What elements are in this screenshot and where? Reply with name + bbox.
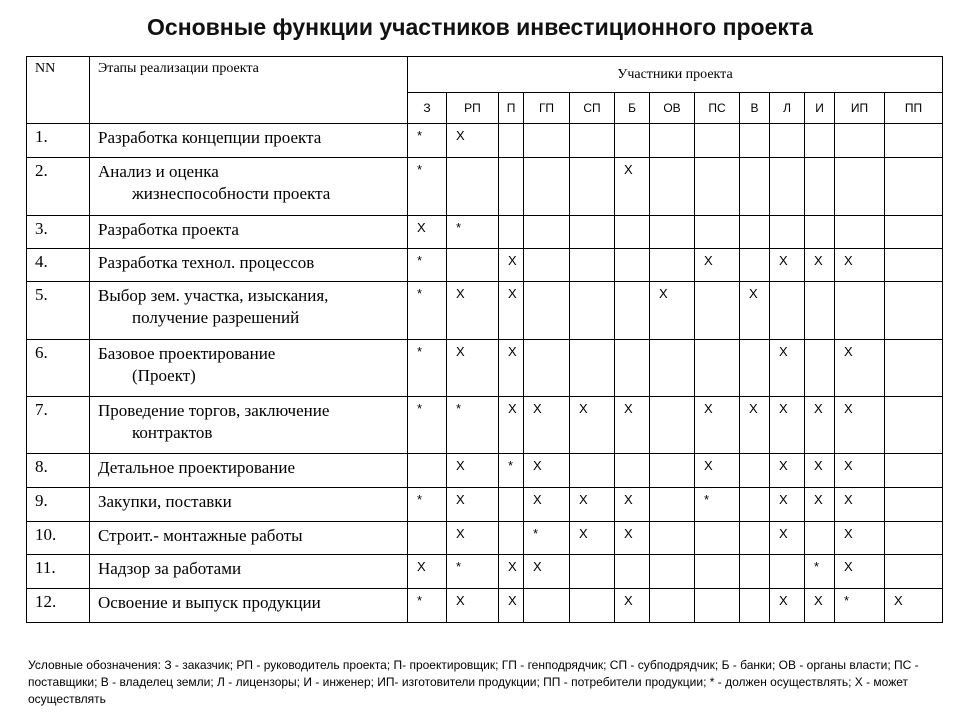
- role-mark: [695, 216, 740, 249]
- participant-code: ГП: [524, 93, 570, 124]
- role-mark: *: [408, 488, 447, 522]
- role-mark: [499, 158, 524, 216]
- row-number: 8.: [27, 454, 90, 488]
- stage-name: Детальное проектирование: [98, 458, 296, 477]
- stage-cell: [90, 555, 408, 589]
- role-mark: [770, 158, 805, 216]
- role-mark: [695, 282, 740, 340]
- table-row: [27, 589, 943, 623]
- table-row: [27, 340, 943, 397]
- header-participants: Участники проекта: [408, 57, 943, 93]
- role-mark: *: [447, 555, 499, 589]
- stage-cell: [90, 488, 408, 522]
- role-mark: [650, 589, 695, 623]
- participant-code: Л: [770, 93, 805, 124]
- role-mark: [650, 522, 695, 555]
- stage-cell: [90, 397, 408, 454]
- stage-name: Выбор зем. участка, изыскания,: [98, 286, 329, 305]
- role-mark: X: [695, 397, 740, 454]
- stage-name-continuation: (Проект): [132, 366, 196, 385]
- role-mark: [650, 124, 695, 158]
- role-mark: [524, 340, 570, 397]
- role-mark: [524, 282, 570, 340]
- role-mark: X: [524, 488, 570, 522]
- role-mark: [885, 282, 943, 340]
- role-mark: [408, 454, 447, 488]
- role-mark: X: [570, 397, 615, 454]
- role-mark: *: [524, 522, 570, 555]
- role-mark: X: [835, 397, 885, 454]
- participant-code: СП: [570, 93, 615, 124]
- role-mark: X: [835, 340, 885, 397]
- table-body: [27, 124, 943, 623]
- stage-name: Строит.- монтажные работы: [98, 526, 303, 545]
- table-row: [27, 216, 943, 249]
- role-mark: [570, 282, 615, 340]
- role-mark: X: [499, 397, 524, 454]
- role-mark: [570, 216, 615, 249]
- role-mark: [885, 397, 943, 454]
- row-number: 11.: [27, 555, 90, 589]
- stage-cell: [90, 589, 408, 623]
- role-mark: [805, 282, 835, 340]
- role-mark: *: [499, 454, 524, 488]
- role-mark: [570, 158, 615, 216]
- role-mark: X: [570, 522, 615, 555]
- table-row: [27, 158, 943, 216]
- role-mark: X: [524, 397, 570, 454]
- role-mark: [885, 340, 943, 397]
- role-mark: [570, 340, 615, 397]
- role-mark: [885, 158, 943, 216]
- stage-cell: [90, 124, 408, 158]
- role-mark: [499, 124, 524, 158]
- role-mark: [740, 340, 770, 397]
- role-mark: X: [447, 454, 499, 488]
- stage-cell: [90, 522, 408, 555]
- role-mark: [615, 555, 650, 589]
- role-mark: X: [447, 589, 499, 623]
- stage-name-continuation: жизнеспособности проекта: [132, 184, 331, 203]
- role-mark: [650, 158, 695, 216]
- row-number: 5.: [27, 282, 90, 340]
- role-mark: [570, 589, 615, 623]
- row-number: 2.: [27, 158, 90, 216]
- table-row: [27, 454, 943, 488]
- role-mark: [650, 397, 695, 454]
- role-mark: [770, 282, 805, 340]
- role-mark: X: [885, 589, 943, 623]
- role-mark: X: [835, 249, 885, 282]
- role-mark: [695, 555, 740, 589]
- role-mark: [615, 282, 650, 340]
- role-mark: [770, 124, 805, 158]
- row-number: 7.: [27, 397, 90, 454]
- role-mark: [770, 216, 805, 249]
- role-mark: X: [447, 522, 499, 555]
- role-mark: [695, 124, 740, 158]
- role-mark: X: [615, 522, 650, 555]
- participant-code: В: [740, 93, 770, 124]
- role-mark: [740, 522, 770, 555]
- role-mark: X: [447, 124, 499, 158]
- stage-cell: [90, 340, 408, 397]
- role-mark: [740, 158, 770, 216]
- role-mark: X: [650, 282, 695, 340]
- role-mark: [650, 249, 695, 282]
- role-mark: [740, 216, 770, 249]
- role-mark: X: [408, 555, 447, 589]
- role-mark: [570, 249, 615, 282]
- role-mark: [615, 124, 650, 158]
- row-number: 1.: [27, 124, 90, 158]
- role-mark: X: [499, 249, 524, 282]
- participant-code: ОВ: [650, 93, 695, 124]
- role-mark: [650, 454, 695, 488]
- stage-name: Базовое проектирование: [98, 344, 276, 363]
- role-mark: X: [615, 488, 650, 522]
- stage-name-continuation: получение разрешений: [132, 308, 300, 327]
- row-number: 4.: [27, 249, 90, 282]
- role-mark: [570, 124, 615, 158]
- role-mark: X: [499, 555, 524, 589]
- role-mark: *: [805, 555, 835, 589]
- table-row: [27, 488, 943, 522]
- role-mark: [885, 488, 943, 522]
- role-mark: X: [524, 555, 570, 589]
- role-mark: [835, 282, 885, 340]
- role-mark: X: [570, 488, 615, 522]
- role-mark: X: [835, 488, 885, 522]
- role-mark: [770, 555, 805, 589]
- role-mark: [740, 249, 770, 282]
- role-mark: [885, 124, 943, 158]
- role-mark: [740, 454, 770, 488]
- role-mark: [805, 216, 835, 249]
- role-mark: [695, 589, 740, 623]
- role-mark: [885, 522, 943, 555]
- row-number: 6.: [27, 340, 90, 397]
- role-mark: X: [805, 249, 835, 282]
- role-mark: X: [447, 488, 499, 522]
- role-mark: X: [835, 522, 885, 555]
- participant-code: ИП: [835, 93, 885, 124]
- role-mark: [499, 522, 524, 555]
- role-mark: *: [408, 397, 447, 454]
- stage-name-continuation: контрактов: [132, 423, 213, 442]
- row-number: 3.: [27, 216, 90, 249]
- role-mark: *: [408, 589, 447, 623]
- role-mark: [615, 454, 650, 488]
- role-mark: X: [770, 454, 805, 488]
- role-mark: X: [770, 397, 805, 454]
- role-mark: [524, 216, 570, 249]
- role-mark: X: [770, 589, 805, 623]
- role-mark: [447, 158, 499, 216]
- role-mark: [740, 589, 770, 623]
- role-mark: [885, 454, 943, 488]
- stage-cell: [90, 282, 408, 340]
- role-mark: [615, 249, 650, 282]
- role-mark: *: [835, 589, 885, 623]
- table-row: [27, 397, 943, 454]
- participant-code: З: [408, 93, 447, 124]
- role-mark: [805, 340, 835, 397]
- stage-name: Надзор за работами: [98, 559, 242, 578]
- stage-name: Анализ и оценка: [98, 162, 219, 181]
- stage-name: Освоение и выпуск продукции: [98, 593, 321, 612]
- stage-cell: [90, 158, 408, 216]
- role-mark: [570, 454, 615, 488]
- role-mark: X: [499, 340, 524, 397]
- role-mark: [835, 216, 885, 249]
- role-mark: [650, 488, 695, 522]
- role-mark: *: [447, 216, 499, 249]
- stage-name: Закупки, поставки: [98, 492, 232, 511]
- role-mark: X: [835, 555, 885, 589]
- role-mark: [740, 488, 770, 522]
- role-mark: [447, 249, 499, 282]
- role-mark: X: [770, 522, 805, 555]
- role-mark: [524, 249, 570, 282]
- role-mark: [524, 158, 570, 216]
- participant-code: И: [805, 93, 835, 124]
- stage-cell: [90, 454, 408, 488]
- role-mark: X: [835, 454, 885, 488]
- role-mark: X: [408, 216, 447, 249]
- role-mark: [499, 216, 524, 249]
- role-mark: *: [408, 282, 447, 340]
- role-mark: [885, 249, 943, 282]
- stage-cell: [90, 216, 408, 249]
- stage-name: Разработка проекта: [98, 220, 239, 239]
- role-mark: [695, 340, 740, 397]
- row-number: 9.: [27, 488, 90, 522]
- role-mark: [805, 124, 835, 158]
- role-mark: [805, 158, 835, 216]
- stage-cell: [90, 249, 408, 282]
- role-mark: X: [805, 589, 835, 623]
- role-mark: [650, 216, 695, 249]
- role-mark: X: [615, 158, 650, 216]
- role-mark: X: [770, 340, 805, 397]
- participants-functions-table: [26, 56, 943, 623]
- role-mark: [695, 522, 740, 555]
- legend: Условные обозначения: З - заказчик; РП - руководитель проекта; П- проектировщик; ГП - генподрядчик; СП - субподрядчик; Б - банки; ОВ - органы власти; ПС - поставщики; В - владелец земли; Л - лицензоры; И - инженер; ИП- изготовители продукции; ПП - потребители продукции; * - должен осуществлять; Х - может осуществлять: [28, 658, 919, 706]
- participant-code: ПС: [695, 93, 740, 124]
- role-mark: X: [695, 454, 740, 488]
- role-mark: [885, 216, 943, 249]
- page-title: Основные функции участников инвестиционного проекта: [147, 14, 813, 40]
- table-row: [27, 555, 943, 589]
- role-mark: [615, 216, 650, 249]
- role-mark: X: [805, 454, 835, 488]
- role-mark: X: [447, 340, 499, 397]
- participant-code: Б: [615, 93, 650, 124]
- role-mark: [695, 158, 740, 216]
- role-mark: *: [408, 124, 447, 158]
- stage-name: Разработка концепции проекта: [98, 128, 322, 147]
- role-mark: *: [408, 158, 447, 216]
- role-mark: [570, 555, 615, 589]
- role-mark: [885, 555, 943, 589]
- role-mark: *: [447, 397, 499, 454]
- role-mark: [524, 589, 570, 623]
- header-nn: NN: [27, 57, 90, 124]
- role-mark: [650, 555, 695, 589]
- role-mark: X: [615, 397, 650, 454]
- role-mark: [835, 158, 885, 216]
- role-mark: X: [740, 282, 770, 340]
- role-mark: X: [615, 589, 650, 623]
- role-mark: [835, 124, 885, 158]
- participant-code: РП: [447, 93, 499, 124]
- row-number: 10.: [27, 522, 90, 555]
- role-mark: [740, 124, 770, 158]
- role-mark: [524, 124, 570, 158]
- role-mark: X: [499, 282, 524, 340]
- header-stages: Этапы реализации проекта: [90, 57, 408, 124]
- role-mark: [615, 340, 650, 397]
- role-mark: *: [695, 488, 740, 522]
- role-mark: *: [408, 340, 447, 397]
- table-row: [27, 282, 943, 340]
- role-mark: [805, 522, 835, 555]
- role-mark: [408, 522, 447, 555]
- row-number: 12.: [27, 589, 90, 623]
- participant-code: П: [499, 93, 524, 124]
- role-mark: X: [447, 282, 499, 340]
- role-mark: X: [805, 397, 835, 454]
- role-mark: [650, 340, 695, 397]
- role-mark: [740, 555, 770, 589]
- role-mark: *: [408, 249, 447, 282]
- role-mark: X: [740, 397, 770, 454]
- table-row: [27, 522, 943, 555]
- role-mark: X: [770, 488, 805, 522]
- role-mark: X: [770, 249, 805, 282]
- role-mark: [499, 488, 524, 522]
- stage-name: Разработка технол. процессов: [98, 253, 315, 272]
- role-mark: X: [695, 249, 740, 282]
- role-mark: X: [524, 454, 570, 488]
- table-row: [27, 249, 943, 282]
- participant-code: ПП: [885, 93, 943, 124]
- table-row: [27, 124, 943, 158]
- role-mark: X: [499, 589, 524, 623]
- role-mark: X: [805, 488, 835, 522]
- stage-name: Проведение торгов, заключение: [98, 401, 330, 420]
